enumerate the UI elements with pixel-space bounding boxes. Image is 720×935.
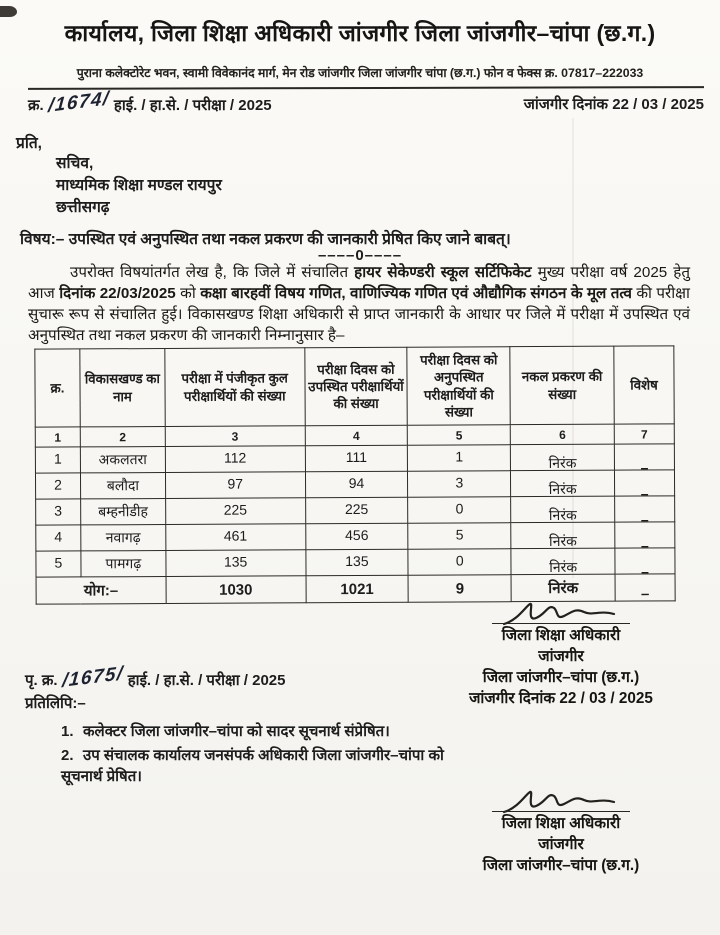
endorsement-ref [25,663,455,692]
subject-label: विषय:– [20,231,65,248]
endorsement-ref-suffix: हाई. / हा.से. / परीक्षा / 2025 [127,672,286,689]
body-segment: की परीक्षा सुचारू रूप से संचालित हुई। विकासखण्ड शिक्षा अधिकारी से प्राप्त जानकारी के आधार पर जिले में परीक्षा में उपस्थित एवं अनुपस्थित तथा नकल प्रकरण की जानकारी निम्नानुसार है– [28,285,690,344]
office-title: कार्यालय, जिला शिक्षा अधिकारी जांजगीर जिला जांजगीर–चांपा (छ.ग.) [64,20,656,46]
copy-item: 1. कलेक्टर जिला जांजगीर–चांपा को सादर सूचनार्थ संप्रेषित। [61,723,390,740]
copy-to-label: प्रतिलिपि:– [25,695,86,712]
cell-absent: 1 [408,445,511,472]
total-present: 1021 [306,575,409,603]
cell-block: अकलतरा [80,446,165,472]
letterhead-rule [28,86,704,90]
reference-line [28,88,704,117]
cell-absent: 0 [408,549,511,576]
signer-designation: जिला शिक्षा अधिकारी [492,623,630,646]
endorsement-ref-number-handwritten: /1675/ [61,663,125,692]
cell-remark: – [614,444,674,470]
cell-sno: 1 [35,447,80,473]
signer-district: जिला जांजगीर–चांपा (छ.ग.) [482,669,640,686]
cell-present: 135 [305,549,408,576]
office-address: पुराना कलेक्टोरेट भवन, स्वामी विवेकानंद मार्ग, मेन रोड जांजगीर जिला जांजगीर चांपा (छ.ग.) फोन व फेक्स क्र. 07817–222033 [76,66,644,80]
table-header-row [35,346,674,427]
recipient-line: छत्तीसगढ़ [56,199,110,216]
cell-registered: 97 [165,472,305,499]
cell-registered: 461 [166,524,306,551]
body-segment-bold: कक्षा बारहवीं विषय गणित, वाणिज्यिक गणित एवं औद्यौगिक संगठन के मूल तत्व [200,285,632,302]
table-row [35,470,674,499]
header-cell-block: विकासखण्ड का नाम [80,348,165,426]
cell-copying: निरंक [511,496,615,523]
total-copying: निरंक [511,574,615,602]
exam-attendance-table [34,345,675,604]
body-segment: मुख्य परीक्षा वर्ष 2025 हेतु आज [28,264,691,302]
cell-sno: 3 [36,499,81,525]
cell-remark: – [615,548,675,574]
colnum-cell: 6 [510,424,614,445]
body-segment: को [175,285,201,302]
body-segment: उपरोक्त विषयांतर्गत लेख है, कि जिले में संचालित [70,264,355,281]
cell-absent: 5 [408,523,511,550]
letter-date: जांजगीर दिनांक 22 / 03 / 2025 [523,96,704,113]
total-registered: 1030 [166,576,306,604]
recipient-salutation: प्रति, [16,135,42,152]
signature-date: जांजगीर दिनांक 22 / 03 / 2025 [469,690,653,707]
ref-number-handwritten: /1674/ [47,88,111,117]
cell-absent: 0 [408,497,511,524]
copy-item: 2. उप संचालक कार्यालय जनसंपर्क अधिकारी जिला जांजगीर–चांपा को सूचनार्थ प्रेषित। [61,747,444,785]
recipient-block [56,153,222,219]
colnum-cell: 2 [80,426,165,446]
signature-block-2 [430,788,692,876]
cell-present: 94 [305,471,408,498]
cell-block: बम्हनीडीह [81,498,166,524]
header-cell-copying: नकल प्रकरण की संख्या [510,346,614,425]
cell-remark: – [615,496,675,522]
subject-text: उपस्थित एवं अनुपस्थित तथा नकल प्रकरण की जानकारी प्रेषित किए जाने बाबत्। [68,231,511,248]
endorsement-block [25,663,455,790]
cell-block: बलौदा [80,472,165,498]
cell-sno: 4 [36,525,81,551]
cell-registered: 112 [165,446,305,473]
table-row [36,522,675,551]
cell-copying: निरंक [511,470,615,497]
header-cell-present: परीक्षा दिवस को उपस्थित परीक्षार्थियों की संख्या [304,347,407,426]
body-segment-bold: हायर सेकेण्डरी स्कूल सर्टिफिकेट [354,264,532,281]
signer-place: जांजगीर [538,836,584,853]
signer-place: जांजगीर [538,648,584,665]
table-row [35,444,674,473]
copy-list [61,721,455,787]
header-cell-sno: क्र. [35,349,80,427]
endorsement-ref-prefix: पृ. क्र. [25,672,58,689]
body-paragraph [28,262,690,346]
cell-registered: 135 [166,550,306,577]
cell-present: 456 [305,523,408,550]
colnum-cell: 1 [35,427,80,447]
cell-remark: – [614,470,674,496]
header-cell-remark: विशेष [614,346,674,424]
cell-registered: 225 [165,498,305,525]
cell-sno: 5 [36,551,81,577]
header-cell-absent: परीक्षा दिवस को अनुपस्थित परीक्षार्थियों की संख्या [407,347,510,426]
total-label: योग:– [36,576,166,604]
ref-suffix: हाई. / हा.से. / परीक्षा / 2025 [113,97,272,114]
colnum-cell: 5 [408,425,511,446]
cell-copying: निरंक [511,444,615,471]
cell-present: 225 [305,497,408,524]
ref-left [28,88,272,117]
recipient-line: माध्यमिक शिक्षा मण्डल रायपुर [56,177,222,194]
table-row [36,496,675,525]
colnum-cell: 3 [165,426,305,447]
cell-present: 111 [305,445,408,472]
header-cell-registered: परीक्षा में पंजीकृत कुल परीक्षार्थियों की संख्या [165,348,305,427]
cell-copying: निरंक [511,522,615,549]
subject-line [20,227,680,249]
total-absent: 9 [408,575,511,603]
section-divider: ––––0–––– [317,247,403,264]
colnum-cell: 4 [305,425,408,446]
cell-block: नवागढ़ [81,524,166,550]
cell-remark: – [615,522,675,548]
cell-copying: निरंक [511,548,615,575]
body-segment-bold: दिनांक 22/03/2025 [59,285,176,302]
colnum-cell: 7 [614,424,674,444]
signer-designation: जिला शिक्षा अधिकारी [492,811,630,834]
recipient-line: सचिव, [56,155,94,172]
table-row [36,548,675,577]
ref-prefix: क्र. [28,97,44,114]
total-remark: – [615,574,675,601]
cell-absent: 3 [408,471,511,498]
cell-block: पामगढ़ [81,550,166,576]
signer-district: जिला जांजगीर–चांपा (छ.ग.) [482,857,640,874]
cell-sno: 2 [35,473,80,499]
signature-block-1 [430,600,692,709]
